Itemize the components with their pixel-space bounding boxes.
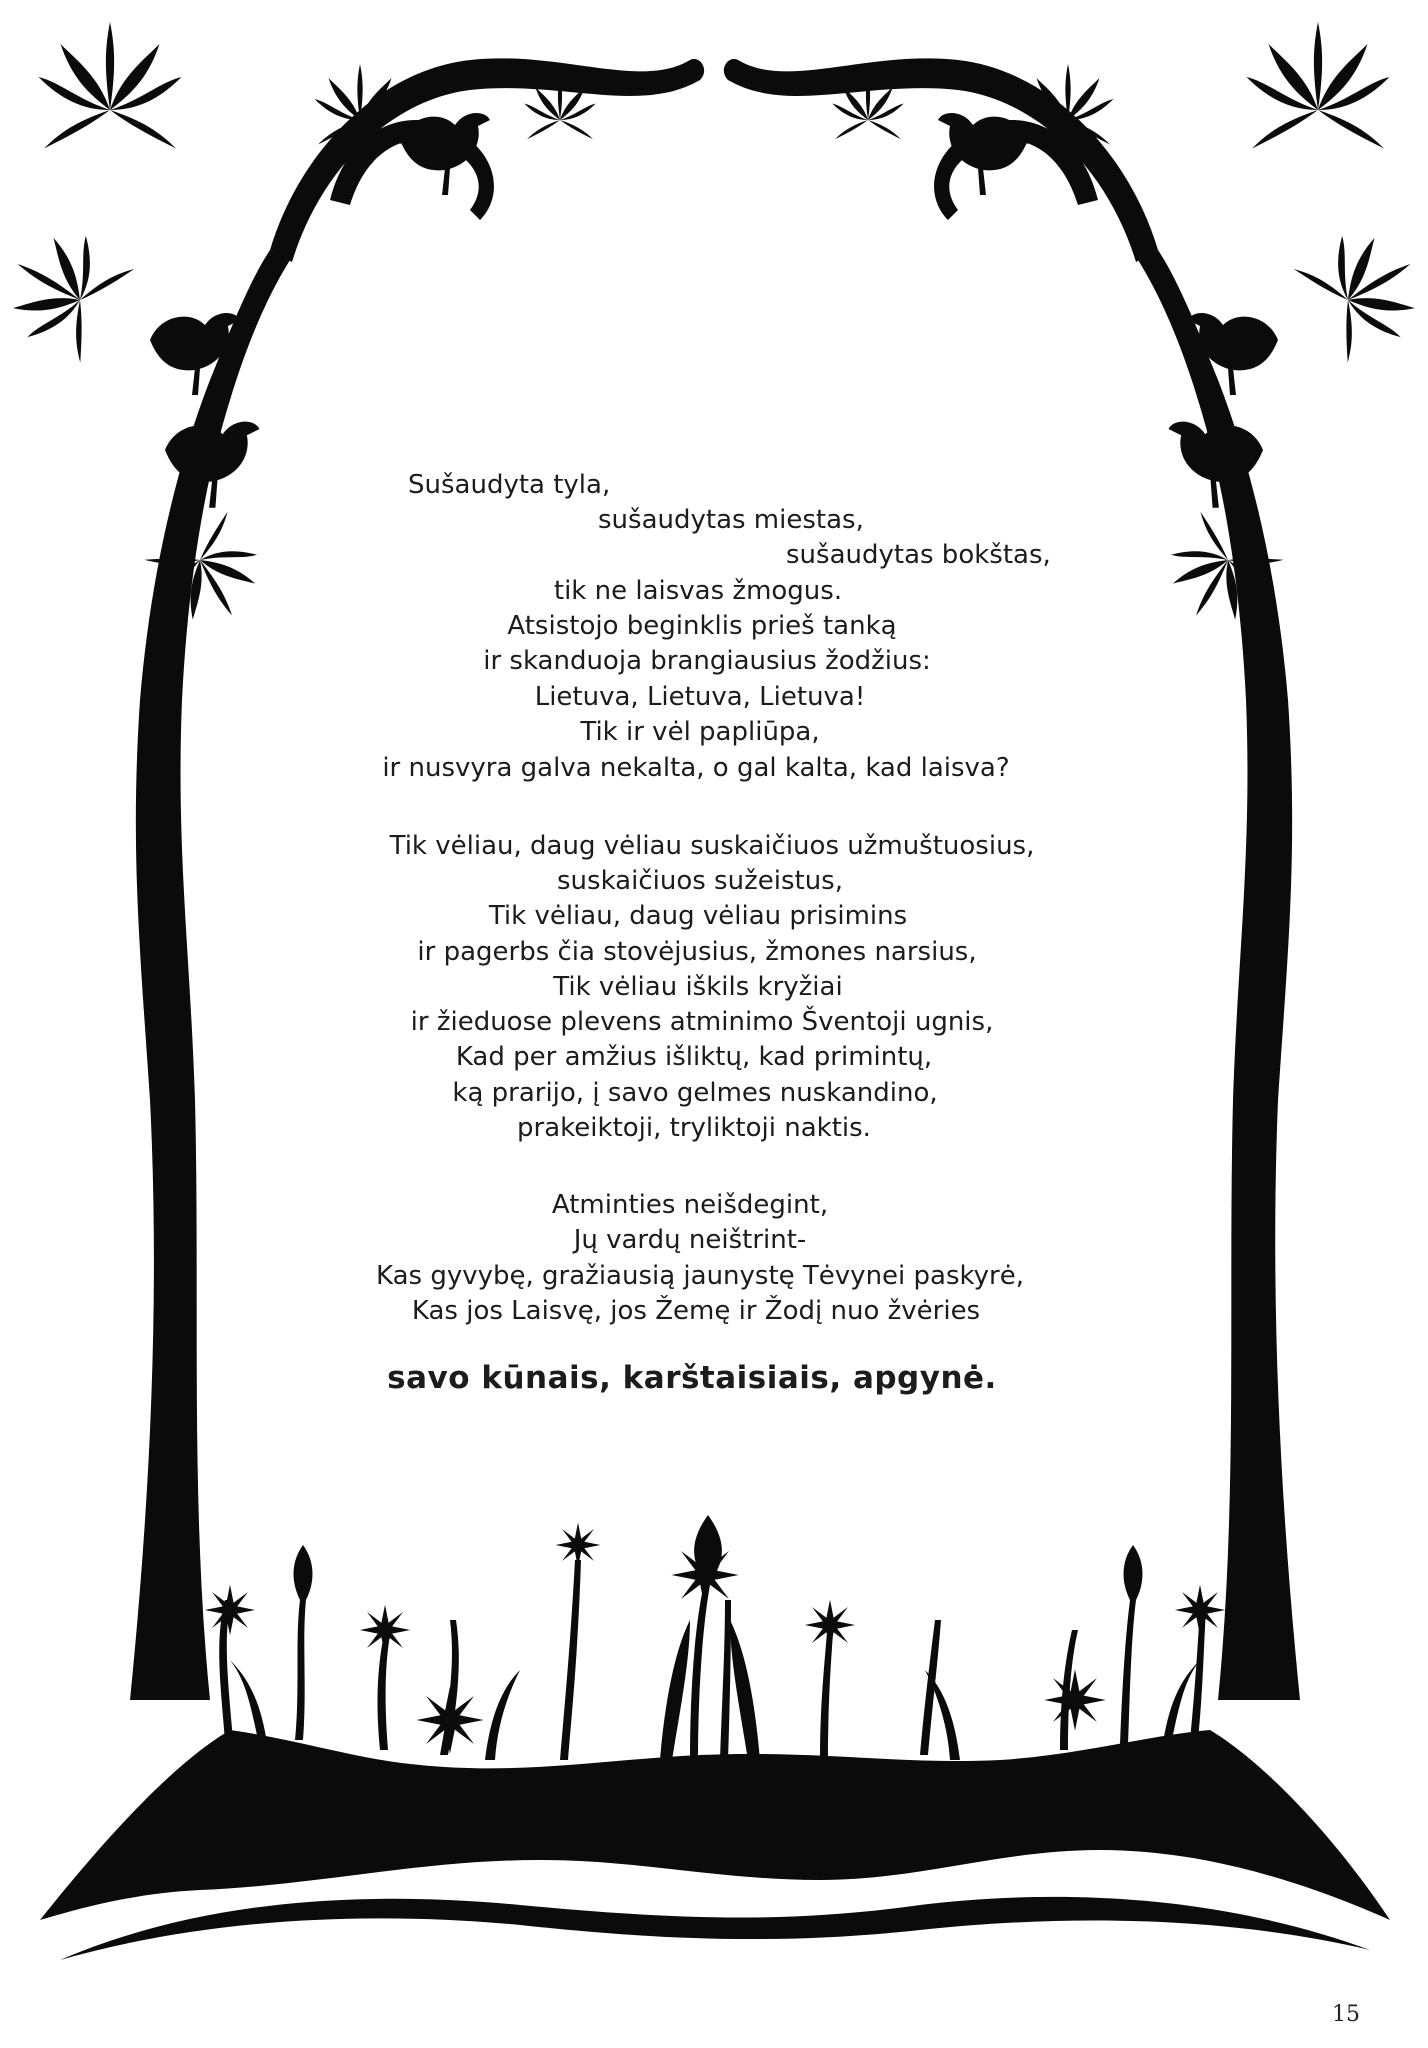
- poem-line: ir žieduose plevens atminimo Šventoji ugnis,: [410, 1007, 994, 1037]
- poem-line: Tik vėliau, daug vėliau suskaičiuos užmuštuosius,: [389, 831, 1035, 861]
- poem-line: Tik ir vėl papliūpa,: [580, 717, 820, 747]
- poem-line: Sušaudyta tyla,: [408, 470, 611, 500]
- poem-line: Tik vėliau, daug vėliau prisimins: [488, 901, 908, 931]
- poem-line: Atsistojo beginklis prieš tanką: [507, 611, 897, 641]
- poem-line: ir pagerbs čia stovėjusius, žmones narsius,: [417, 937, 977, 967]
- poem-line: Lietuva, Lietuva, Lietuva!: [534, 682, 866, 712]
- poem-line: Kas jos Laisvę, jos Žemę ir Žodį nuo žvėries: [411, 1296, 981, 1326]
- poem-line: Tik vėliau iškils kryžiai: [553, 972, 843, 1002]
- poem-closing-line: savo kūnais, karštaisiais, apgynė.: [387, 1360, 997, 1396]
- poem-line: Atminties neišdegint,: [551, 1190, 829, 1220]
- poem-line: ir nusvyra galva nekalta, o gal kalta, kad laisva?: [382, 753, 1010, 783]
- poem-line: ką prarijo, į savo gelmes nuskandino,: [452, 1078, 938, 1108]
- poem-line: ir skanduoja brangiausius žodžius:: [483, 646, 931, 676]
- page-number: 15: [1332, 2002, 1360, 2027]
- poem-line: Jų vardų neištrint-: [573, 1225, 807, 1255]
- poem-line: tik ne laisvas žmogus.: [553, 576, 843, 606]
- poem-line: prakeiktoji, tryliktoji naktis.: [517, 1113, 871, 1143]
- poem-line: Kad per amžius išliktų, kad primintų,: [455, 1042, 933, 1072]
- poem-line: sušaudytas bokštas,: [786, 540, 1051, 570]
- poem-line: sušaudytas miestas,: [598, 505, 864, 535]
- poem-line: Kas gyvybę, gražiausią jaunystę Tėvynei paskyrė,: [376, 1261, 1024, 1291]
- poem-line: suskaičiuos sužeistus,: [557, 866, 843, 896]
